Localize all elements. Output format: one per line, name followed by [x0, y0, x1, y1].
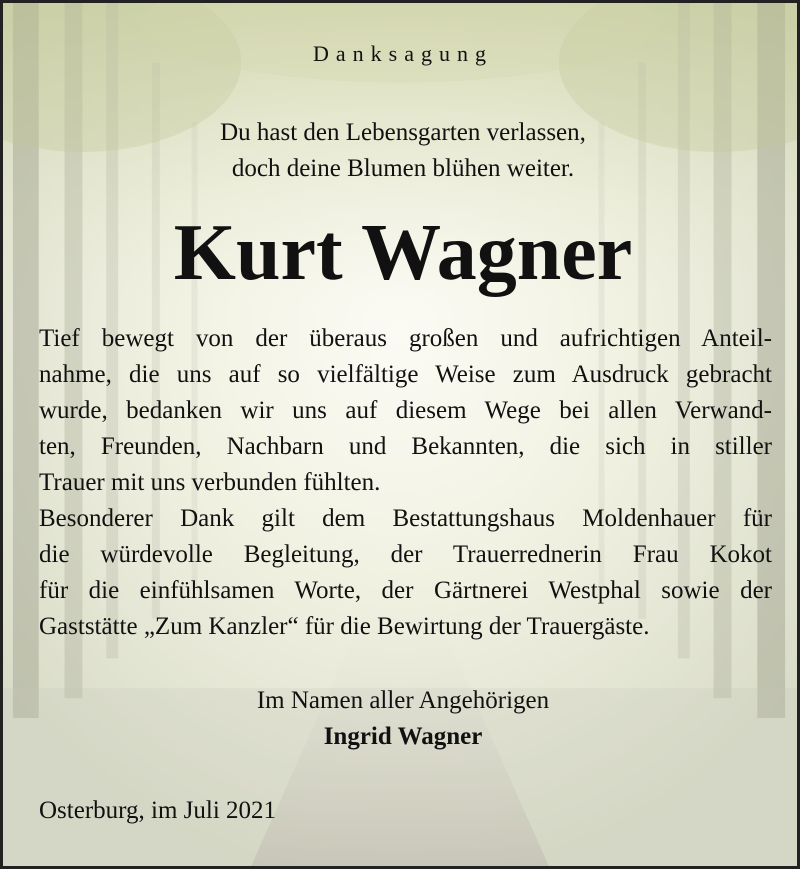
signature-block — [3, 683, 800, 755]
body-line: ten, Freunden, Nachbarn und Bekannten, die sich in stiller — [39, 433, 772, 460]
notice-content — [3, 3, 797, 866]
body-line: wurde, bedanken wir uns auf diesem Wege bei allen Verwand- — [39, 397, 772, 424]
on-behalf-line: Im Namen aller Angehörigen — [256, 687, 550, 714]
body-line: Gaststätte „Zum Kanzler“ für die Bewirtung der Trauergäste. — [39, 613, 650, 640]
verse-line: Du hast den Lebensgarten verlassen, — [220, 119, 586, 146]
body-line: Besonderer Dank gilt dem Bestattungshaus Moldenhauer für — [39, 505, 772, 532]
notice-heading: Danksagung — [313, 41, 493, 66]
memorial-verse — [3, 115, 800, 187]
signer-name: Ingrid Wagner — [323, 723, 483, 750]
deceased-name: Kurt Wagner — [173, 209, 633, 297]
body-line: Tief bewegt von der überaus großen und aufrichtigen Anteil- — [39, 325, 772, 352]
body-line: die würdevolle Begleitung, der Trauerrednerin Frau Kokot — [39, 541, 772, 568]
verse-line: doch deine Blumen blühen weiter. — [231, 155, 575, 182]
body-line: für die einfühlsamen Worte, der Gärtnerei Westphal sowie der — [39, 577, 772, 604]
body-line: nahme, die uns auf so vielfältige Weise zum Ausdruck gebracht — [39, 361, 772, 388]
body-line: Trauer mit uns verbunden fühlten. — [39, 469, 381, 496]
thank-you-text — [39, 321, 772, 645]
place-and-date: Osterburg, im Juli 2021 — [39, 797, 277, 824]
